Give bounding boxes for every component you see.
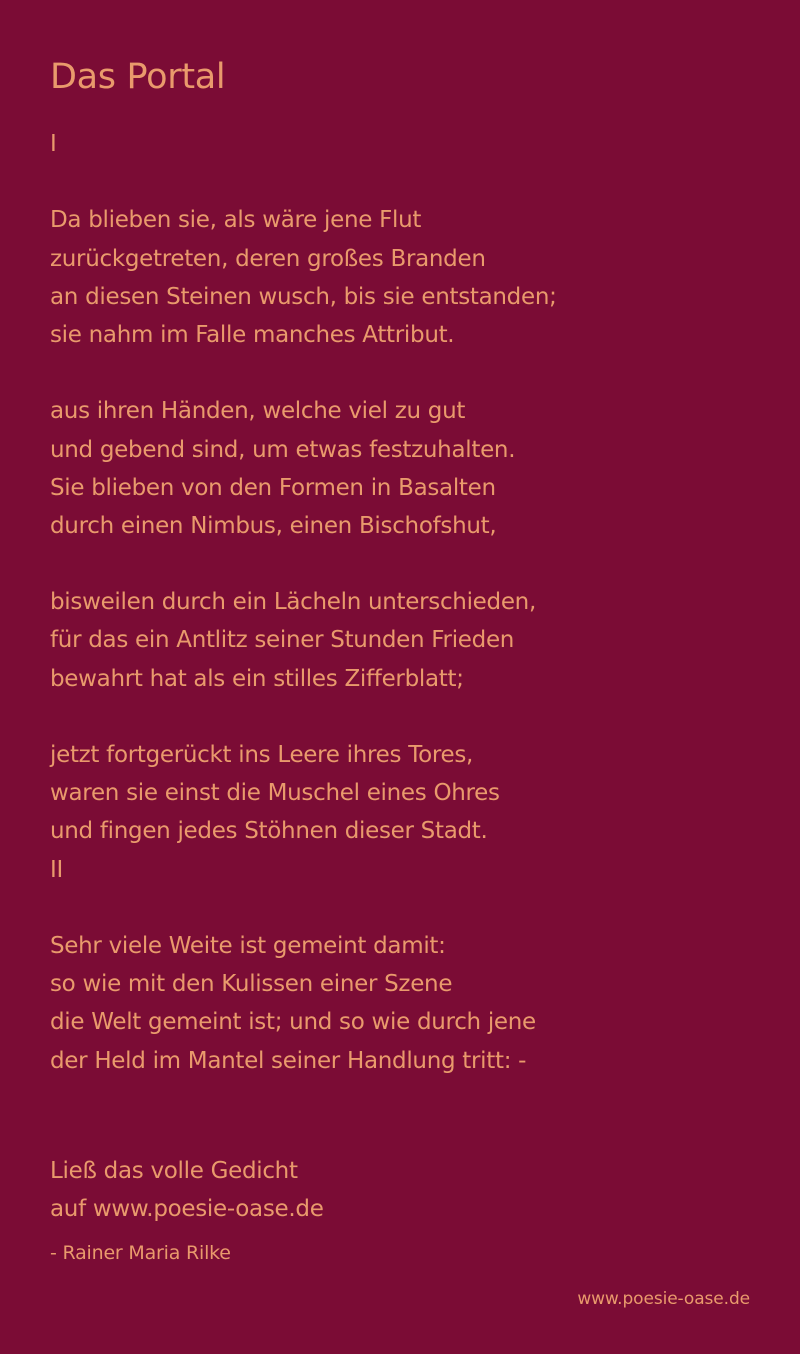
call-to-action xyxy=(50,1152,324,1228)
poem-line: sie nahm im Falle manches Attribut. xyxy=(50,321,455,348)
poem-line: jetzt fortgerückt ins Leere ihres Tores, xyxy=(50,742,474,768)
poem-body xyxy=(50,125,750,1080)
poem-line: aus ihren Händen, welche viel zu gut xyxy=(50,398,466,425)
cta-line: Ließ das volle Gedicht xyxy=(50,1158,298,1184)
poem-line: der Held im Mantel seiner Handlung tritt: - xyxy=(50,1047,527,1074)
poem-line: die Welt gemeint ist; und so wie durch jene xyxy=(50,1009,536,1036)
poem-line: so wie mit den Kulissen einer Szene xyxy=(50,971,453,998)
poem-line: für das ein Antlitz seiner Stunden Frieden xyxy=(50,627,515,654)
poem-line: I xyxy=(50,131,57,157)
poem-line: Sie blieben von den Formen in Basalten xyxy=(50,474,496,501)
poem-line: waren sie einst die Muschel eines Ohres xyxy=(50,780,500,807)
poem-line: und gebend sind, um etwas festzuhalten. xyxy=(50,436,516,463)
stanza-gap xyxy=(50,354,750,392)
stanza-gap xyxy=(50,698,750,736)
poem-line: bewahrt hat als ein stilles Zifferblatt; xyxy=(50,665,464,692)
stanza-gap xyxy=(50,163,750,201)
poem-line: durch einen Nimbus, einen Bischofshut, xyxy=(50,512,497,539)
author-credit: - Rainer Maria Rilke xyxy=(50,1242,231,1264)
poem-line: II xyxy=(50,856,63,883)
cta-link-text: auf www.poesie-oase.de xyxy=(50,1196,324,1222)
stanza-gap xyxy=(50,889,750,927)
site-watermark: www.poesie-oase.de xyxy=(577,1289,750,1309)
poem-line: Da blieben sie, als wäre jene Flut xyxy=(50,207,422,234)
poem-line: und fingen jedes Stöhnen dieser Stadt. xyxy=(50,818,488,845)
poem-title: Das Portal xyxy=(50,57,226,97)
poem-line: bisweilen durch ein Lächeln unterschieden, xyxy=(50,589,536,616)
stanza-gap xyxy=(50,545,750,583)
poem-line: zurückgetreten, deren großes Branden xyxy=(50,245,486,272)
poem-line: Sehr viele Weite ist gemeint damit: xyxy=(50,932,446,959)
poem-line: an diesen Steinen wusch, bis sie entstanden; xyxy=(50,283,557,310)
